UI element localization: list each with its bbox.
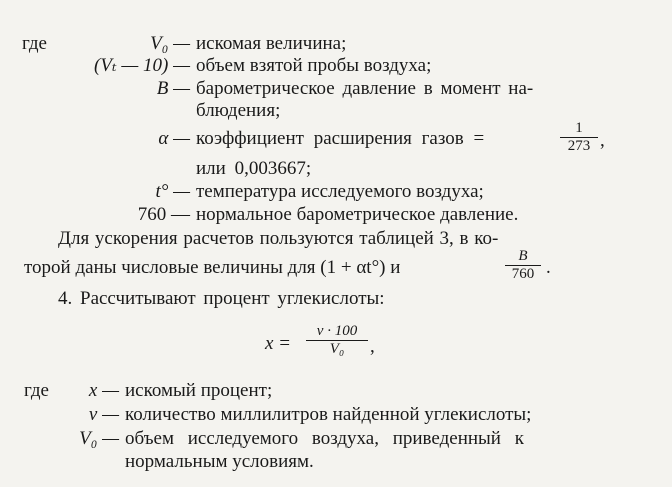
- formula-denominator: V₀: [329, 341, 345, 357]
- formula-fraction: [306, 323, 368, 358]
- b-over-760-fraction: [505, 248, 541, 283]
- definition-v: количество миллилитров найденной углекислоты;: [125, 404, 532, 425]
- alpha-fraction: [560, 120, 598, 155]
- symbol-v: v —: [88, 404, 119, 425]
- symbol-x: x —: [88, 380, 119, 401]
- where-word: где: [22, 33, 47, 54]
- symbol-b: B —: [156, 78, 190, 99]
- formula-numerator: v · 100: [316, 323, 358, 339]
- paragraph-period: .: [546, 257, 551, 278]
- symbol-v0-2: V₀ —: [79, 428, 119, 449]
- paragraph-line-1: Для ускорения расчетов пользуются таблицей 3, в ко-: [58, 228, 499, 249]
- alpha-value: или 0,003667;: [196, 158, 312, 179]
- alpha-fraction-comma: ,: [600, 130, 605, 151]
- definition-t: температура исследуемого воздуха;: [196, 181, 484, 202]
- b-fraction-numerator: B: [518, 248, 528, 264]
- symbol-v0: V₀ —: [150, 33, 190, 54]
- symbol-vt: (Vₜ — 10) —: [94, 55, 190, 76]
- b-fraction-denominator: 760: [511, 266, 535, 282]
- symbol-t: t° —: [155, 181, 190, 202]
- symbol-alpha: α —: [158, 128, 190, 149]
- formula-comma: ,: [370, 336, 375, 357]
- definition-760: нормальное барометрическое давление.: [196, 204, 519, 225]
- alpha-fraction-numerator: 1: [575, 120, 583, 136]
- definition-v0: искомая величина;: [196, 33, 347, 54]
- definition-vt: объем взятой пробы воздуха;: [196, 55, 432, 76]
- definition-v0-2: объем исследуемого воздуха, приведенный к: [125, 428, 524, 449]
- definition-v0-2-cont: нормальным условиям.: [125, 451, 314, 472]
- where-word-2: где: [24, 380, 49, 401]
- definition-x: искомый процент;: [125, 380, 273, 401]
- paragraph-line-2: торой даны числовые величины для (1 + αt°) и: [24, 257, 401, 278]
- definition-b: барометрическое давление в момент на-: [196, 78, 534, 99]
- definition-alpha: коэффициент расширения газов =: [196, 128, 485, 149]
- formula-lhs: x =: [265, 333, 292, 354]
- alpha-fraction-denominator: 273: [567, 138, 591, 154]
- definition-b-cont: блюдения;: [196, 100, 281, 121]
- symbol-760: 760 —: [137, 204, 190, 225]
- step-4-heading: 4. Рассчитывают процент углекислоты:: [58, 288, 385, 309]
